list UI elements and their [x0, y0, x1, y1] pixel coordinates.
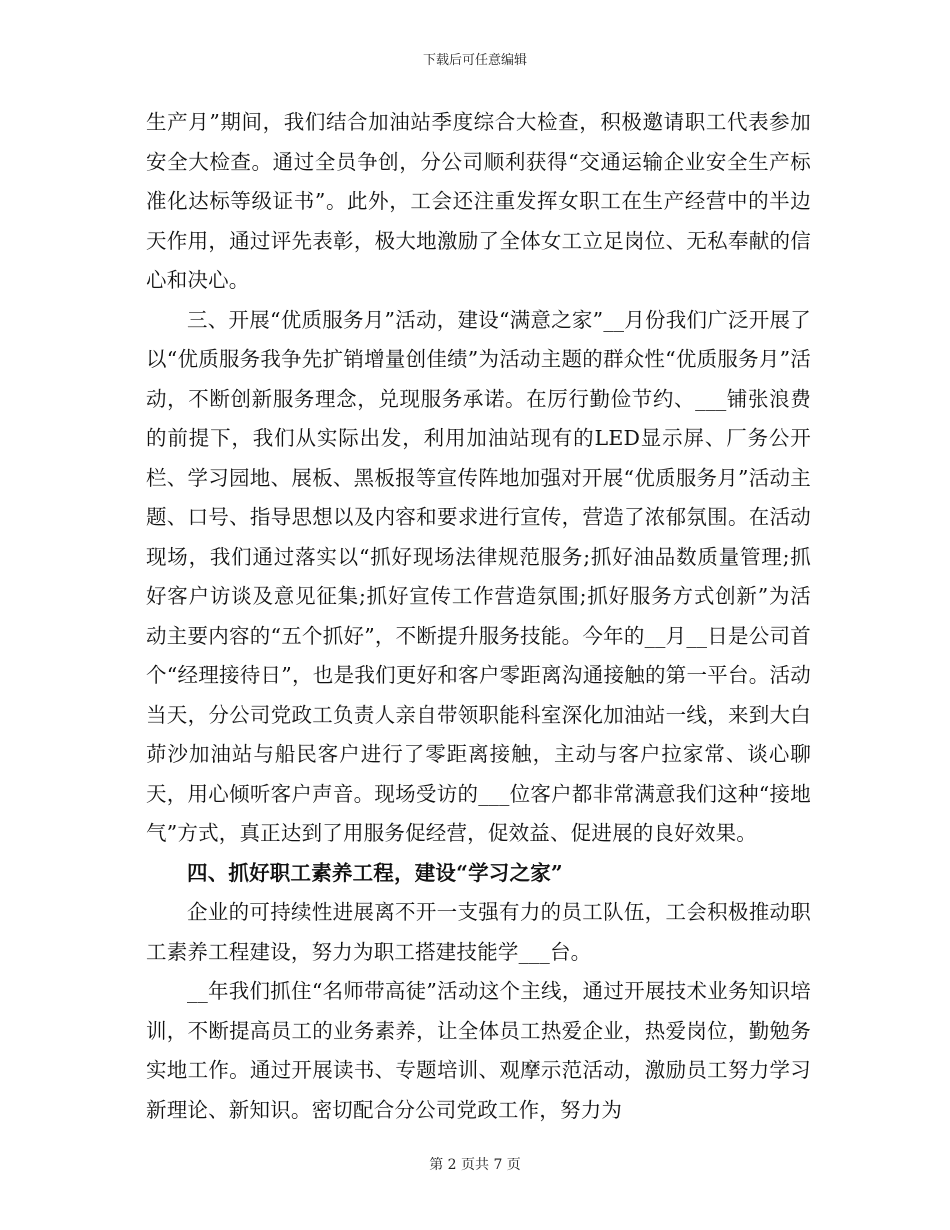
page-number: 第 2 页共 7 页: [429, 1157, 521, 1173]
section-heading-learning-home: 四、抓好职工素养工程，建设“学习之家”: [187, 860, 563, 885]
paragraph-service-month: 三、开展“优质服务月”活动，建设“满意之家”__月份我们广泛开展了以“优质服务我争先扩销增量创佳绩”为活动主题的群众性“优质服务月”活动，不断创新服务理念，兑现服务承诺。在厉行勤俭节约、___铺张浪费的前提下，我们从实际出发，利用加油站现有的LED显示屏、厂务公开栏、学习园地、展板、黑板报等宣传阵地加强对开展“优质服务月”活动主题、口号、指导思想以及内容和要求进行宣传，营造了浓郁氛围。在活动现场，我们通过落实以“抓好现场法律规范服务;抓好油品数质量管理;抓好客户访谈及意见征集;抓好宣传工作营造氛围;抓好服务方式创新”为活动主要内容的“五个抓好”，不断提升服务技能。今年的__月__日是公司首个“经理接待日”，也是我们更好和客户零距离沟通接触的第一平台。活动当天，分公司党政工负责人亲自带领职能科室深化加油站一线，来到大白茆沙加油站与船民客户进行了零距离接触，主动与客户拉家常、谈心聊天，用心倾听客户声音。现场受访的___位客户都非常满意我们这种“接地气”方式，真正达到了用服务促经营，促效益、促进展的良好效果。: [146, 307, 811, 845]
paragraph-workforce: 企业的可持续性进展离不开一支强有力的员工队伍，工会积极推动职工素养工程建设，努力为职工搭建技能学___台。: [146, 900, 811, 964]
paragraph-mentorship: __年我们抓住“名师带高徒”活动这个主线，通过开展技术业务知识培训，不断提高员工的业务素养，让全体员工热爱企业，热爱岗位，勤勉务实地工作。通过开展读书、专题培训、观摩示范活动，激励员工努力学习新理论、新知识。密切配合分公司党政工作，努力为: [146, 979, 811, 1122]
paragraph-safety-month: 生产月”期间，我们结合加油站季度综合大检查，积极邀请职工代表参加安全大检查。通过全员争创，分公司顺利获得“交通运输企业安全生产标准化达标等级证书”。此外，工会还注重发挥女职工在生产经营中的半边天作用，通过评先表彰，极大地激励了全体女工立足岗位、无私奉献的信心和决心。: [146, 110, 811, 292]
document-body: [146, 103, 811, 1130]
page-header: 下载后可任意编辑: [422, 53, 527, 68]
